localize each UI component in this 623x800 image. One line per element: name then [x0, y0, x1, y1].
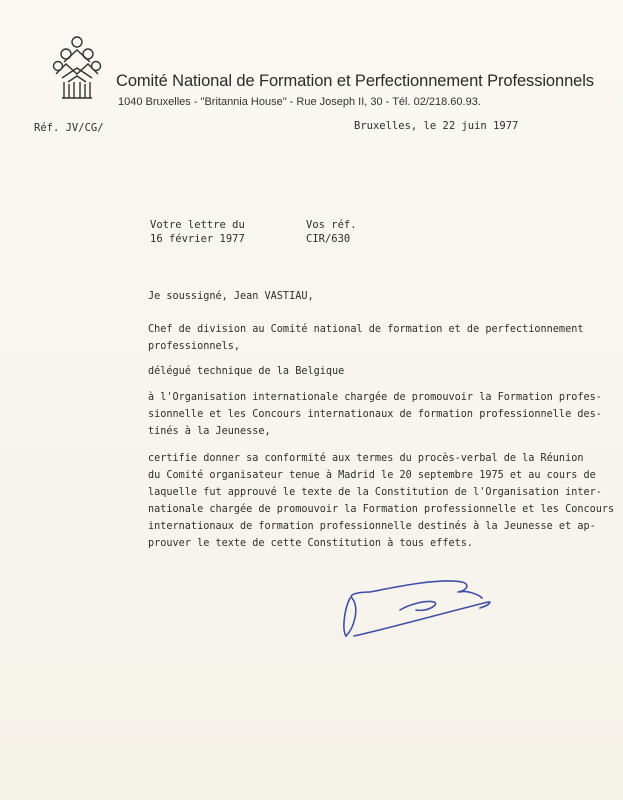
intro-text: Je soussigné, Jean VASTIAU, [148, 291, 314, 302]
organization-name: Comité National de Formation et Perfectionnement Professionnels [116, 72, 594, 90]
title-paragraph [148, 321, 583, 355]
your-ref-value: CIR/630 [306, 233, 351, 245]
delegate-line [148, 363, 344, 380]
certify-line: internationaux de formation professionnelle destinés à la Jeunesse et ap- [148, 521, 596, 532]
certify-line: du Comité organisateur tenue à Madrid le 20 septembre 1975 et au cours de [148, 470, 596, 481]
your-letter-date: 16 février 1977 [150, 233, 245, 245]
handwritten-signature [330, 570, 500, 660]
intro-line [148, 288, 314, 305]
org-line: tinés à la Jeunesse, [148, 426, 271, 437]
your-letter-label: Votre lettre du [150, 219, 245, 231]
title-line: Chef de division au Comité national de formation et de perfectionnement [148, 324, 584, 335]
title-line: professionnels, [148, 341, 241, 352]
certify-paragraph [148, 450, 614, 552]
certify-line: certifie donner sa conformité aux termes du procès-verbal de la Réunion [148, 453, 584, 464]
certify-line: nationale chargée de promouvoir la Formation professionnelle et les Concours [148, 504, 615, 515]
your-letter-block [150, 218, 245, 246]
place-date: Bruxelles, le 22 juin 1977 [354, 120, 519, 132]
certify-line: laquelle fut approuvé le texte de la Constitution de l'Organisation inter- [148, 487, 602, 498]
organization-paragraph [148, 389, 602, 440]
reference: Réf. JV/CG/ [34, 122, 104, 134]
certify-line: prouver le texte de cette Constitution à tous effets. [148, 538, 474, 549]
delegate-text: délégué technique de la Belgique [148, 366, 345, 377]
organization-address: 1040 Bruxelles - "Britannia House" - Rue Joseph II, 30 - Tél. 02/218.60.93. [118, 96, 481, 108]
your-ref-label: Vos réf. [306, 219, 357, 231]
org-line: à l'Organisation internationale chargée de promouvoir la Formation profes- [148, 392, 602, 403]
organization-logo [52, 34, 102, 106]
org-line: sionnelle et les Concours internationaux de formation professionnelle des- [148, 409, 602, 420]
your-ref-block [306, 218, 357, 246]
